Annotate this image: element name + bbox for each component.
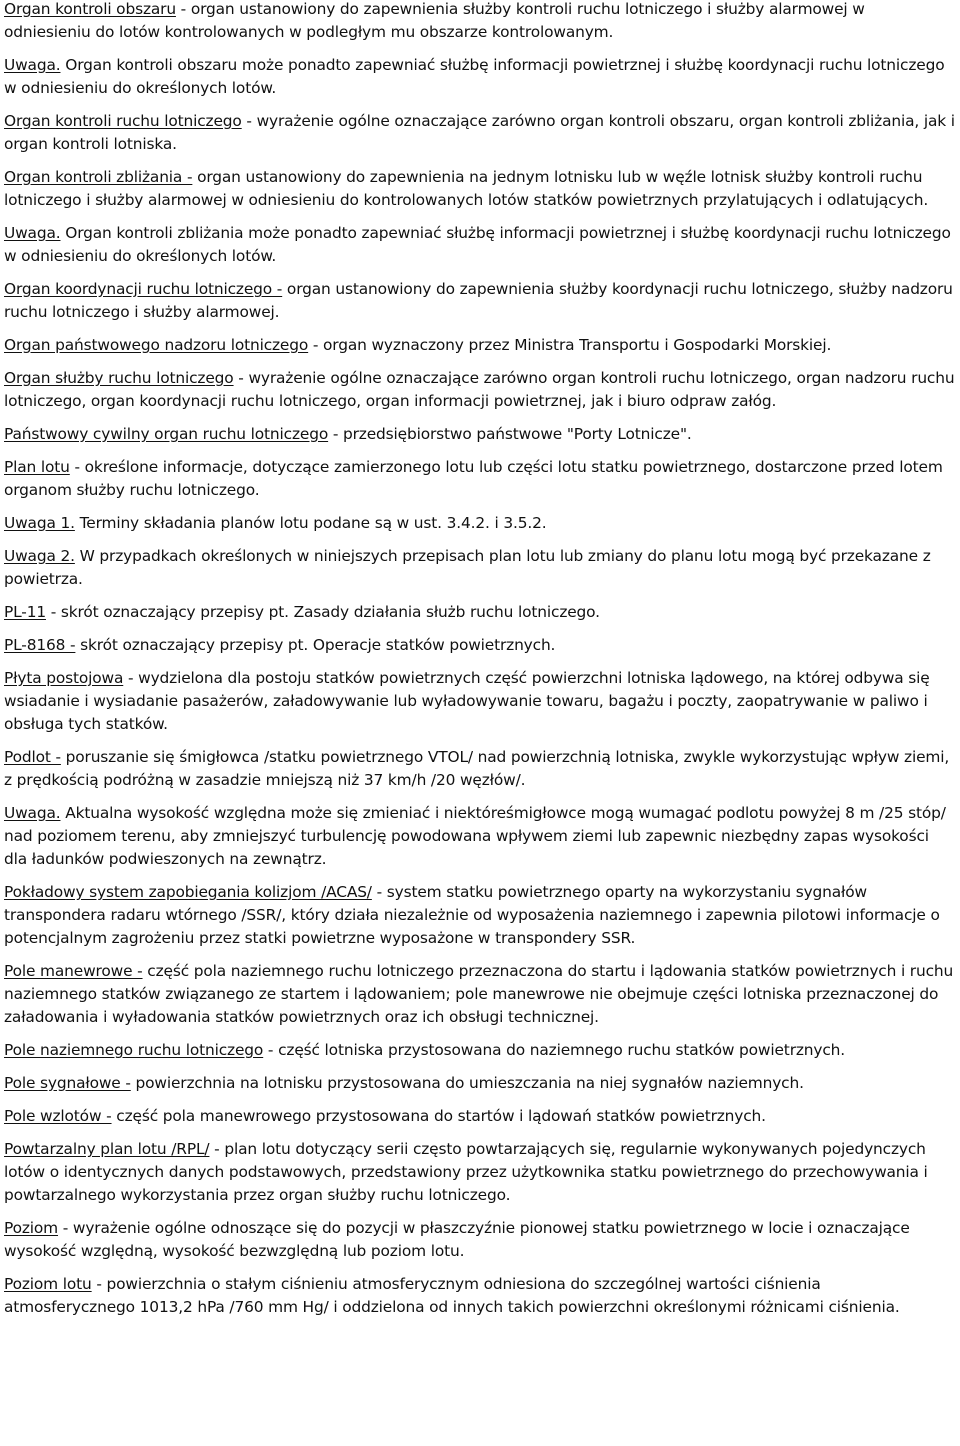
note-entry bbox=[4, 545, 956, 591]
definition-entry bbox=[4, 110, 956, 156]
definition-entry bbox=[4, 367, 956, 413]
definition-entry bbox=[4, 334, 956, 357]
term-link[interactable]: Organ kontroli zbliżania - bbox=[4, 168, 193, 186]
note-link[interactable]: Uwaga. bbox=[4, 804, 61, 822]
definition-entry bbox=[4, 1072, 956, 1095]
definition-entry bbox=[4, 0, 956, 44]
term-link[interactable]: Pole sygnałowe - bbox=[4, 1074, 131, 1092]
definition-text: organ ustanowiony do zapewnienia na jednym lotnisku lub w węźle lotnisk służby kontroli ruchu lotniczego i służby alarmowej w odniesieniu do kontrolowanych lotów statków powietrznych przylatujących i odlatujących. bbox=[4, 168, 929, 209]
note-text: Terminy składania planów lotu podane są w ust. 3.4.2. i 3.5.2. bbox=[74, 514, 547, 532]
definition-text: - przedsiębiorstwo państwowe "Porty Lotnicze". bbox=[328, 425, 692, 443]
note-text: Organ kontroli zbliżania może ponadto zapewniać służbę informacji powietrznej i służbę koordynacji ruchu lotniczego w odniesieniu do określonych lotów. bbox=[4, 224, 951, 265]
term-link[interactable]: Pole manewrowe - bbox=[4, 962, 143, 980]
term-link[interactable]: Poziom bbox=[4, 1219, 59, 1237]
note-text: Organ kontroli obszaru może ponadto zapewniać służbę informacji powietrznej i służbę koordynacji ruchu lotniczego w odniesieniu do określonych lotów. bbox=[4, 56, 945, 97]
definition-text: - część lotniska przystosowana do naziemnego ruchu statków powietrznych. bbox=[263, 1041, 846, 1059]
definition-entry bbox=[4, 1105, 956, 1128]
note-link[interactable]: Uwaga. bbox=[4, 224, 61, 242]
term-link[interactable]: Pole wzlotów - bbox=[4, 1107, 112, 1125]
definition-text: - wyrażenie ogólne oznaczające zarówno organ kontroli obszaru, organ kontroli zbliżania, jak i organ kontroli lotniska. bbox=[4, 112, 955, 153]
term-link[interactable]: Powtarzalny plan lotu /RPL/ bbox=[4, 1140, 210, 1158]
definition-entry bbox=[4, 278, 956, 324]
definition-text: część pola manewrowego przystosowana do startów i lądowań statków powietrznych. bbox=[111, 1107, 766, 1125]
term-link[interactable]: PL-11 bbox=[4, 603, 46, 621]
term-link[interactable]: Plan lotu bbox=[4, 458, 70, 476]
term-link[interactable]: Organ koordynacji ruchu lotniczego - bbox=[4, 280, 283, 298]
note-entry bbox=[4, 222, 956, 268]
definition-entry bbox=[4, 601, 956, 624]
term-link[interactable]: Podlot - bbox=[4, 748, 61, 766]
term-link[interactable]: Państwowy cywilny organ ruchu lotniczego bbox=[4, 425, 329, 443]
definition-text: - skrót oznaczający przepisy pt. Zasady działania służb ruchu lotniczego. bbox=[45, 603, 600, 621]
note-link[interactable]: Uwaga. bbox=[4, 56, 61, 74]
definition-text: powierzchnia na lotnisku przystosowana do umieszczania na niej sygnałów naziemnych. bbox=[130, 1074, 804, 1092]
note-entry bbox=[4, 802, 956, 871]
definition-text: - powierzchnia o stałym ciśnieniu atmosferycznym odniesiona do szczególnej wartości ciśnienia atmosferycznego 1013,2 hPa /760 mm Hg/ i oddzielona od innych takich powierzchni określonymi różnicami ciśnienia. bbox=[4, 1275, 900, 1316]
term-link[interactable]: Płyta postojowa bbox=[4, 669, 124, 687]
definition-entry bbox=[4, 881, 956, 950]
definition-text: - określone informacje, dotyczące zamierzonego lotu lub części lotu statku powietrznego, dostarczone przed lotem organom służby ruchu lotniczego. bbox=[4, 458, 943, 499]
term-link[interactable]: Organ państwowego nadzoru lotniczego bbox=[4, 336, 309, 354]
term-link[interactable]: Pole naziemnego ruchu lotniczego bbox=[4, 1041, 264, 1059]
note-entry bbox=[4, 54, 956, 100]
note-link[interactable]: Uwaga 1. bbox=[4, 514, 75, 532]
term-link[interactable]: Organ kontroli ruchu lotniczego bbox=[4, 112, 242, 130]
term-link[interactable]: PL-8168 - bbox=[4, 636, 76, 654]
definition-entry bbox=[4, 1138, 956, 1207]
term-link[interactable]: Organ służby ruchu lotniczego bbox=[4, 369, 234, 387]
definition-text: - wyrażenie ogólne odnoszące się do pozycji w płaszczyźnie pionowej statku powietrznego w locie i oznaczające wysokość względną, wysokość bezwzględną lub poziom lotu. bbox=[4, 1219, 910, 1260]
definition-text: - organ wyznaczony przez Ministra Transportu i Gospodarki Morskiej. bbox=[308, 336, 832, 354]
definition-text: poruszanie się śmigłowca /statku powietrznego VTOL/ nad powierzchnią lotniska, zwykle wykorzystując wpływ ziemi, z prędkością podróżną w zasadzie mniejszą niż 37 km/h /20 węzłów/. bbox=[4, 748, 950, 789]
definition-text: - plan lotu dotyczący serii często powtarzających się, regularnie wykonywanych pojedynczych lotów o identycznych danych podstawowych, przedstawiony przez użytkownika statku powietrznego do przechowywania i powtarzalnego wykorzystania przez organ służby ruchu lotniczego. bbox=[4, 1140, 928, 1204]
term-link[interactable]: Organ kontroli obszaru bbox=[4, 0, 176, 18]
definition-entry bbox=[4, 634, 956, 657]
note-text: W przypadkach określonych w niniejszych przepisach plan lotu lub zmiany do planu lotu mogą być przekazane z powietrza. bbox=[4, 547, 931, 588]
definition-text: organ ustanowiony do zapewnienia służby koordynacji ruchu lotniczego, służby nadzoru ruchu lotniczego i służby alarmowej. bbox=[4, 280, 953, 321]
definition-text: - wydzielona dla postoju statków powietrznych część powierzchni lotniska lądowego, na której odbywa się wsiadanie i wysiadanie pasażerów, załadowywanie lub wyładowywanie towaru, bagażu i poczty, zaopatrywanie w paliwo i obsługa tych statków. bbox=[4, 669, 930, 733]
definition-entry bbox=[4, 1273, 956, 1319]
definition-entry bbox=[4, 746, 956, 792]
definition-entry bbox=[4, 667, 956, 736]
definition-text: - wyrażenie ogólne oznaczające zarówno organ kontroli ruchu lotniczego, organ nadzoru ruchu lotniczego, organ koordynacji ruchu lotniczego, organ informacji powietrznej, jak i biuro odpraw załóg. bbox=[4, 369, 955, 410]
definition-entry bbox=[4, 423, 956, 446]
definition-text: część pola naziemnego ruchu lotniczego przeznaczona do startu i lądowania statków powietrznych i ruchu naziemnego statków związanego ze startem i lądowaniem; pole manewrowe nie obejmuje części lotniska przeznaczonej do załadowania i wyładowania statków powietrznych oraz ich obsługi technicznej. bbox=[4, 962, 954, 1026]
definition-entry bbox=[4, 1217, 956, 1263]
term-link[interactable]: Pokładowy system zapobiegania kolizjom /ACAS/ bbox=[4, 883, 372, 901]
definition-entry bbox=[4, 166, 956, 212]
definition-entry bbox=[4, 1039, 956, 1062]
note-link[interactable]: Uwaga 2. bbox=[4, 547, 75, 565]
definition-entry bbox=[4, 960, 956, 1029]
note-entry bbox=[4, 512, 956, 535]
note-text: Aktualna wysokość względna może się zmieniać i niektóreśmigłowce mogą wumagać podlotu powyżej 8 m /25 stóp/ nad poziomem terenu, aby zmniejszyć turbulencję powodowana wpływem ziemi lub zapewnic niezbędny zapas wysokości dla ładunków podwieszonych na zewnątrz. bbox=[4, 804, 946, 868]
definition-entry bbox=[4, 456, 956, 502]
definition-text: skrót oznaczający przepisy pt. Operacje statków powietrznych. bbox=[75, 636, 556, 654]
term-link[interactable]: Poziom lotu bbox=[4, 1275, 92, 1293]
definition-text: - system statku powietrznego oparty na wykorzystaniu sygnałów transpondera radaru wtórnego /SSR/, który działa niezależnie od wyposażenia naziemnego i zapewnia pilotowi informacje o potencjalnym zagrożeniu przez statki powietrzne wyposażone w transpondery SSR. bbox=[4, 883, 940, 947]
definition-text: - organ ustanowiony do zapewnienia służby kontroli ruchu lotniczego i służby alarmowej w odniesieniu do lotów kontrolowanych w podległym mu obszarze kontrolowanym. bbox=[4, 0, 865, 41]
